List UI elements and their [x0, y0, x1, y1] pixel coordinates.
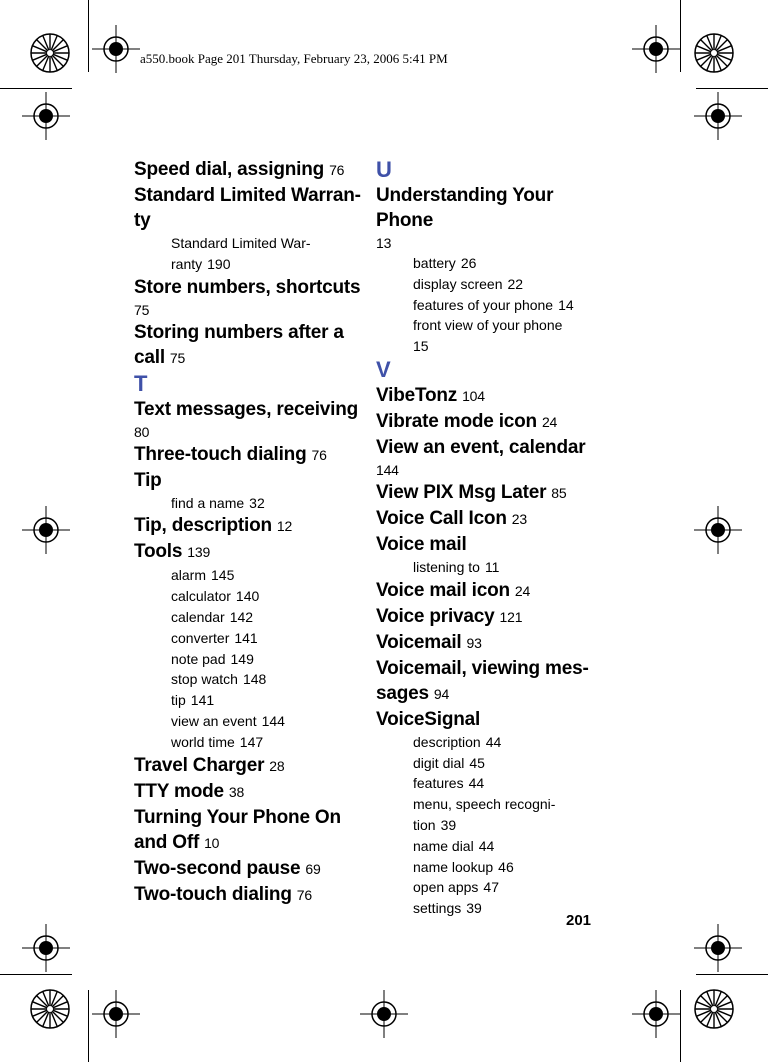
- index-page-ref: 76: [296, 886, 312, 903]
- index-entry: [134, 882, 364, 908]
- index-term: call: [134, 346, 165, 368]
- index-page-ref: 190: [207, 255, 231, 272]
- index-term: Storing numbers after a: [134, 321, 344, 343]
- index-page-ref: 44: [468, 775, 485, 792]
- index-term: Turning Your Phone On: [134, 806, 341, 828]
- index-term: TTY mode: [134, 780, 224, 802]
- registration-crosshair-icon: [694, 924, 742, 972]
- index-subentry: [413, 857, 606, 878]
- index-entry: [376, 656, 606, 681]
- index-subentry: [171, 649, 364, 670]
- index-subentry: [171, 565, 364, 586]
- registration-crosshair-icon: [92, 25, 140, 73]
- index-page-ref: 85: [551, 484, 567, 501]
- index-page-ref: 69: [305, 860, 321, 877]
- index-subentry: [171, 493, 364, 514]
- crop-line: [680, 0, 681, 72]
- index-term: 15: [413, 338, 429, 355]
- page-number: 201: [566, 912, 592, 929]
- index-entry: [376, 578, 606, 604]
- index-page-ref: 75: [134, 301, 150, 318]
- index-page-ref: 144: [376, 461, 399, 478]
- index-page-ref: 140: [235, 588, 260, 605]
- index-entry: [134, 442, 364, 468]
- starburst-mark-icon: [694, 33, 734, 73]
- crop-line: [696, 974, 768, 975]
- index-subentry: [171, 586, 364, 607]
- index-entry: [376, 480, 606, 506]
- index-page-ref: 32: [249, 494, 265, 511]
- index-term: view an event: [171, 712, 257, 729]
- index-term: Store numbers, shortcuts: [134, 276, 361, 298]
- index-term: features: [413, 775, 464, 792]
- index-page-ref: 141: [234, 629, 258, 646]
- index-entry: [134, 345, 364, 371]
- index-term: digit dial: [413, 754, 465, 771]
- index-term: name lookup: [413, 858, 494, 875]
- index-column-right: [376, 157, 606, 919]
- index-section-letter: [134, 371, 364, 397]
- index-term: Tip, description: [134, 515, 272, 537]
- index-entry: [134, 320, 364, 345]
- index-term: Voicemail, viewing mes-: [376, 657, 589, 679]
- index-page-ref: 104: [462, 387, 485, 404]
- index-page-ref: 11: [484, 558, 500, 575]
- index-subentry: [413, 815, 606, 836]
- index-page-ref: 39: [466, 900, 482, 917]
- index-term: Voice mail: [376, 533, 467, 555]
- index-entry: [134, 275, 364, 320]
- index-page-ref: 75: [169, 349, 186, 366]
- index-entry: [376, 604, 606, 630]
- index-subentry: [413, 253, 606, 274]
- registration-crosshair-icon: [360, 990, 408, 1038]
- index-subentry: [171, 732, 364, 753]
- index-subentry: [171, 233, 364, 254]
- index-subentry: [413, 753, 606, 774]
- index-term: menu, speech recogni-: [413, 796, 556, 813]
- index-term: ranty: [171, 255, 203, 272]
- index-term: calendar: [171, 608, 225, 625]
- registration-crosshair-icon: [694, 506, 742, 554]
- index-page-ref: 44: [478, 837, 495, 854]
- index-page-ref: 147: [239, 733, 264, 750]
- starburst-mark-icon: [30, 989, 70, 1029]
- index-term: Standard Limited War-: [171, 235, 311, 251]
- index-subentry: [171, 711, 364, 732]
- index-page-ref: 26: [460, 255, 477, 271]
- index-page-ref: 76: [311, 446, 327, 463]
- index-term: View PIX Msg Later: [376, 481, 547, 503]
- index-subentry: [413, 877, 606, 898]
- index-subentry: [171, 254, 364, 275]
- registration-crosshair-icon: [632, 25, 680, 73]
- index-term: alarm: [171, 567, 207, 584]
- index-page-ref: 12: [276, 518, 293, 535]
- index-entry: [376, 681, 606, 707]
- index-term: calculator: [171, 588, 231, 605]
- registration-crosshair-icon: [22, 92, 70, 140]
- index-page-ref: 121: [499, 608, 523, 625]
- index-page-ref: 24: [541, 413, 558, 430]
- index-term: open apps: [413, 879, 479, 896]
- registration-crosshair-icon: [632, 990, 680, 1038]
- index-page-ref: 148: [242, 671, 267, 688]
- index-page-ref: 47: [483, 879, 499, 896]
- index-term: Tools: [134, 541, 183, 563]
- index-term: VibeTonz: [376, 384, 458, 406]
- crop-line: [0, 88, 72, 89]
- registration-crosshair-icon: [22, 506, 70, 554]
- index-page-ref: 45: [469, 754, 485, 771]
- index-page-ref: 38: [228, 783, 245, 800]
- index-entry: [134, 397, 364, 442]
- index-page-ref: 10: [204, 834, 220, 851]
- crop-line: [88, 0, 89, 72]
- section-letter-text: T: [134, 370, 148, 396]
- index-term: name dial: [413, 837, 474, 854]
- index-term: Tip: [134, 469, 162, 491]
- section-letter-text: U: [376, 157, 392, 182]
- index-column-left: [134, 157, 364, 908]
- index-term: world time: [171, 733, 235, 750]
- registration-crosshair-icon: [694, 92, 742, 140]
- index-entry: [134, 856, 364, 882]
- starburst-mark-icon: [30, 33, 70, 73]
- index-term: Text messages, receiving: [134, 398, 359, 420]
- index-entry: [376, 435, 606, 480]
- index-page-ref: 144: [261, 712, 285, 729]
- index-entry: [134, 779, 364, 805]
- index-entry: [376, 506, 606, 532]
- index-entry: [376, 630, 606, 656]
- crop-line: [0, 974, 72, 975]
- index-entry: [134, 157, 364, 183]
- registration-crosshair-icon: [22, 924, 70, 972]
- index-subentry: [171, 690, 364, 711]
- crop-line: [88, 990, 89, 1062]
- index-subentry: [171, 669, 364, 690]
- index-term: note pad: [171, 650, 226, 667]
- print-header: a550.book Page 201 Thursday, February 23, 2006 5:41 PM: [140, 51, 448, 66]
- index-entry: [376, 383, 606, 409]
- index-subentry: [413, 295, 606, 316]
- index-subentry: [171, 628, 364, 649]
- index-subentry: [413, 336, 606, 357]
- index-subentry: [413, 274, 606, 295]
- index-term: display screen: [413, 275, 503, 292]
- index-term: Voice privacy: [376, 605, 495, 627]
- index-subentry: [413, 557, 606, 578]
- index-entry: [134, 830, 364, 856]
- index-term: and Off: [134, 831, 200, 853]
- index-subentry: [413, 773, 606, 794]
- registration-crosshair-icon: [92, 990, 140, 1038]
- index-subentry: [171, 607, 364, 628]
- index-term: tip: [171, 692, 186, 709]
- index-page-ref: 141: [190, 692, 215, 709]
- index-entry: [134, 183, 364, 233]
- index-page-ref: 139: [187, 544, 211, 561]
- index-term: front view of your phone: [413, 317, 563, 334]
- index-term: battery: [413, 255, 456, 271]
- index-term: Travel Charger: [134, 754, 265, 776]
- index-subentry: [413, 794, 606, 815]
- index-page-ref: 39: [440, 816, 457, 833]
- index-term: settings: [413, 900, 462, 917]
- index-term: listening to: [413, 558, 480, 575]
- index-term: VoiceSignal: [376, 708, 481, 730]
- index-entry: [134, 805, 364, 830]
- index-term: Voice mail icon: [376, 579, 510, 601]
- index-term: tion: [413, 816, 436, 833]
- index-term: description: [413, 733, 481, 750]
- index-term: Speed dial, assigning: [134, 159, 325, 180]
- index-entry: [134, 468, 364, 493]
- index-page-ref: 28: [269, 757, 285, 774]
- index-term: Voicemail: [376, 631, 462, 653]
- index-page-ref: 93: [466, 634, 482, 651]
- index-term: Voice Call Icon: [376, 507, 507, 529]
- index-page-ref: 13: [376, 235, 392, 251]
- index-page-ref: 80: [134, 423, 150, 440]
- index-term: Two-second pause: [134, 857, 301, 879]
- index-section-letter: [376, 157, 606, 183]
- section-letter-text: V: [376, 356, 391, 382]
- index-entry: [134, 513, 364, 539]
- index-page-ref: 142: [229, 608, 254, 625]
- index-page-ref: 22: [507, 275, 524, 292]
- index-page-ref: 46: [498, 858, 514, 875]
- index-subentry: [413, 836, 606, 857]
- index-term: Two-touch dialing: [134, 883, 292, 905]
- index-subentry: [413, 732, 606, 753]
- index-entry: [376, 183, 606, 253]
- index-page-ref: 149: [230, 650, 254, 667]
- starburst-mark-icon: [694, 989, 734, 1029]
- index-term: Standard Limited Warran-ty: [134, 185, 361, 231]
- index-term: stop watch: [171, 671, 238, 688]
- index-page-ref: 44: [485, 733, 502, 750]
- index-entry: [376, 409, 606, 435]
- index-page-ref: 94: [433, 685, 450, 702]
- index-entry: [134, 539, 364, 565]
- index-page-ref: 24: [514, 582, 531, 599]
- index-term: Understanding Your Phone: [376, 185, 554, 231]
- index-term: Vibrate mode icon: [376, 410, 537, 432]
- index-page-ref: 145: [211, 567, 235, 584]
- crop-line: [680, 990, 681, 1062]
- index-subentry: [413, 315, 606, 336]
- index-entry: [134, 753, 364, 779]
- crop-line: [696, 88, 768, 89]
- index-entry: [376, 707, 606, 732]
- index-page-ref: 14: [558, 296, 574, 313]
- index-term: features of your phone: [413, 296, 554, 313]
- index-section-letter: [376, 357, 606, 383]
- index-term: converter: [171, 629, 230, 646]
- index-term: View an event, calendar: [376, 436, 586, 458]
- index-entry: [376, 532, 606, 557]
- index-term: Three-touch dialing: [134, 443, 307, 465]
- index-page-ref: 23: [511, 510, 527, 527]
- index-page-ref: 76: [329, 162, 345, 178]
- index-term: find a name: [171, 494, 245, 511]
- index-term: sages: [376, 682, 429, 704]
